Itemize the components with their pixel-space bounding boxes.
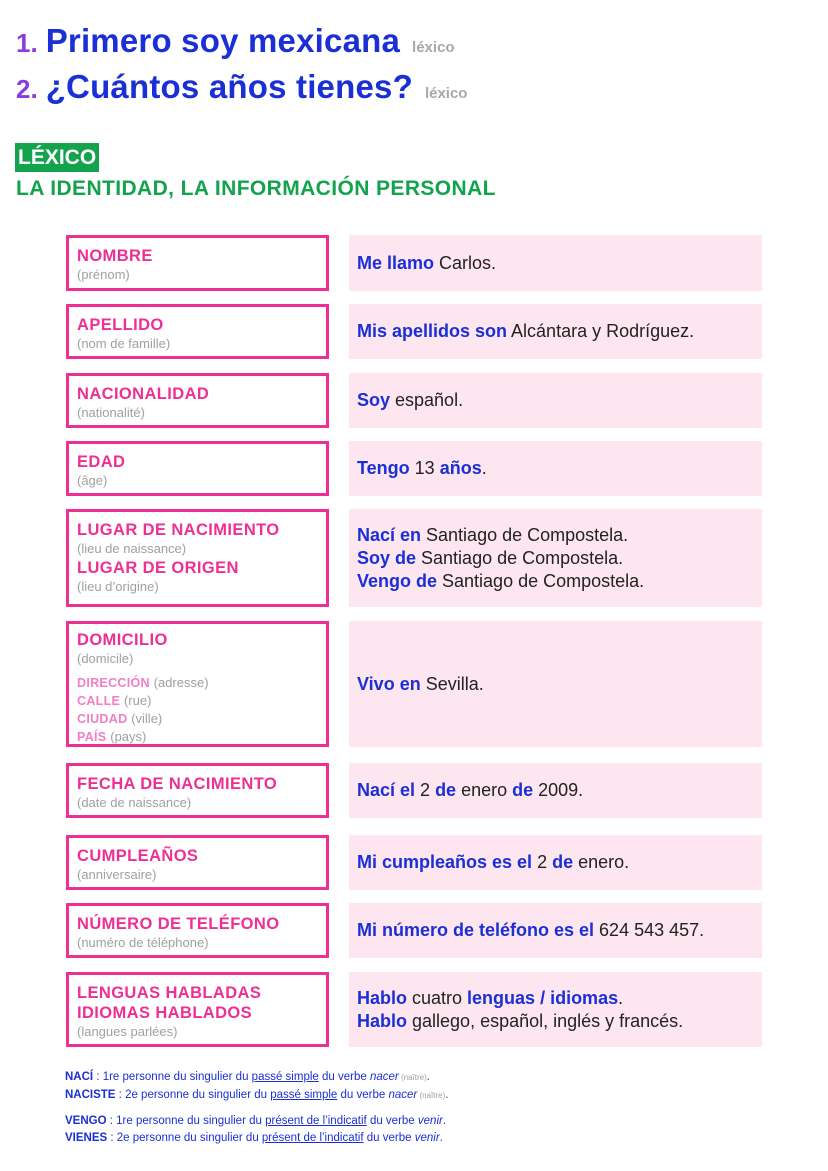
field-label: LENGUAS HABLADAS [77, 984, 262, 1002]
keyword: Mis apellidos son [357, 321, 508, 341]
footnote-tense: présent de l’indicatif [265, 1115, 367, 1127]
footnote-verb: nacer [369, 1071, 399, 1083]
field-translation: (nationalité) [77, 405, 145, 420]
sentence-text: 2 [532, 852, 553, 872]
field-label: LUGAR DE NACIMIENTO [77, 521, 280, 539]
subfield-name: CALLE [77, 694, 121, 708]
sentence-text: 2 [415, 780, 436, 800]
keyword: de [435, 780, 457, 800]
field-label-box [66, 763, 329, 818]
keyword: Hablo [357, 1010, 408, 1031]
field-translation: (date de naissance) [77, 795, 192, 810]
footnote-text: . [445, 1089, 449, 1101]
sentence-text: Santiago de Compostela. [437, 570, 645, 591]
keyword: Nací en [357, 524, 422, 545]
footnote-text: : 2e personne du singulier du [107, 1132, 262, 1144]
footnote-word: VENGO [65, 1115, 107, 1127]
field-label-box [66, 903, 329, 958]
subfield-translation: (rue) [123, 693, 152, 708]
example-sentence [357, 919, 754, 942]
footnote-tense: passé simple [270, 1089, 338, 1101]
sentence-text: 624 543 457. [594, 920, 705, 940]
example-sentence [357, 457, 754, 480]
example-sentence [357, 851, 754, 874]
subfield-label [77, 692, 318, 710]
example-sentence [357, 389, 754, 412]
footnote-word: NACÍ [65, 1071, 94, 1083]
section-subtitle: LA IDENTIDAD, LA INFORMACIÓN PERSONAL [16, 177, 496, 200]
sentence-text: enero. [573, 852, 630, 872]
footnote-text: . [426, 1071, 430, 1083]
field-label-box [66, 509, 329, 607]
subfield-translation: (pays) [110, 729, 147, 744]
footnote-tense: présent de l’indicatif [261, 1132, 364, 1144]
subfield-translation: (adresse) [153, 675, 209, 690]
field-label-box [66, 621, 329, 747]
sentence-text: Sevilla. [420, 673, 484, 694]
example-sentence [357, 320, 754, 343]
footnote-translation: (naître) [417, 1091, 446, 1100]
sentence-text: 13 [409, 458, 440, 478]
field-translation: (domicile) [77, 651, 134, 666]
example-sentence [357, 673, 754, 696]
footnote [65, 1131, 443, 1145]
lexico-badge: LÉXICO [15, 143, 99, 172]
example-sentence-box [349, 835, 762, 890]
keyword: Tengo [357, 458, 410, 478]
example-sentence-box [349, 509, 762, 607]
footnote-verb: venir [417, 1115, 443, 1127]
example-sentence [357, 987, 754, 1010]
field-translation: (langues parlées) [77, 1024, 178, 1039]
example-sentence-box [349, 903, 762, 958]
heading-2-tag: léxico [424, 85, 468, 102]
keyword: Mi cumpleaños es el [357, 852, 533, 872]
field-label: NÚMERO DE TELÉFONO [77, 915, 280, 933]
sentence-text: Carlos. [434, 252, 497, 273]
sentence-text: . [481, 458, 487, 478]
example-sentence [357, 547, 754, 570]
keyword: Nací el [357, 780, 416, 800]
footnote-word: NACISTE [65, 1089, 116, 1101]
example-sentence [357, 570, 754, 593]
footnote-text: du verbe [363, 1132, 415, 1144]
field-label: NOMBRE [77, 247, 153, 265]
field-translation: (lieu de naissance) [77, 541, 187, 556]
field-label-box [66, 373, 329, 428]
sentence-text: gallego, español, inglés y francés. [407, 1010, 684, 1031]
keyword: Mi número de teléfono es el [357, 920, 595, 940]
heading-2-title: ¿Cuántos años tienes? [45, 68, 413, 105]
footnote [65, 1114, 446, 1128]
field-label-box [66, 304, 329, 359]
footnote-verb: venir [414, 1132, 440, 1144]
keyword: Soy de [357, 547, 417, 568]
example-sentence-box [349, 763, 762, 818]
keyword: Soy [357, 390, 391, 410]
keyword: años [439, 458, 482, 478]
field-translation: (lieu d’origine) [77, 579, 159, 594]
footnote [65, 1088, 448, 1103]
heading-2 [16, 68, 467, 106]
example-sentence-box [349, 972, 762, 1047]
field-label: EDAD [77, 453, 126, 471]
field-label: IDIOMAS HABLADOS [77, 1004, 253, 1022]
subfield-label [77, 710, 318, 728]
field-label-box [66, 835, 329, 890]
field-label: CUMPLEAÑOS [77, 847, 199, 865]
keyword: de [512, 780, 534, 800]
footnote-text: du verbe [337, 1089, 389, 1101]
example-sentence [357, 1010, 754, 1033]
footnote-text: : 2e personne du singulier du [115, 1089, 271, 1101]
sentence-text: Santiago de Compostela. [421, 524, 629, 545]
footnote-text: . [439, 1132, 443, 1144]
field-label: NACIONALIDAD [77, 385, 210, 403]
subfield-name: DIRECCIÓN [77, 676, 150, 690]
heading-2-number: 2. [16, 74, 38, 104]
footnote-text: : 1re personne du singulier du [93, 1071, 252, 1083]
field-translation: (anniversaire) [77, 867, 157, 882]
sentence-text: . [618, 987, 624, 1008]
field-label: LUGAR DE ORIGEN [77, 559, 239, 577]
footnote-word: VIENES [65, 1132, 108, 1144]
keyword: Vengo de [357, 570, 438, 591]
heading-1 [16, 22, 455, 60]
keyword: lenguas / idiomas [467, 987, 619, 1008]
keyword: Hablo [357, 987, 408, 1008]
sentence-text: 2009. [533, 780, 584, 800]
field-label-box [66, 235, 329, 291]
footnote-text: . [442, 1115, 447, 1127]
example-sentence-box [349, 441, 762, 496]
example-sentence-box [349, 373, 762, 428]
field-label: DOMICILIO [77, 631, 168, 649]
footnote-text: du verbe [366, 1115, 418, 1127]
field-translation: (nom de famille) [77, 336, 171, 351]
subfield-translation: (ville) [131, 711, 163, 726]
sentence-text: español. [390, 390, 464, 410]
sentence-text: cuatro [407, 987, 468, 1008]
footnote [65, 1070, 430, 1085]
field-translation: (âge) [77, 473, 108, 488]
subfield-label [77, 728, 318, 746]
field-label: FECHA DE NACIMIENTO [77, 775, 278, 793]
subfield-name: CIUDAD [77, 712, 128, 726]
example-sentence [357, 779, 754, 802]
sentence-text: enero [456, 780, 513, 800]
footnote-text: du verbe [318, 1071, 370, 1083]
field-label: APELLIDO [77, 316, 164, 334]
field-translation: (prénom) [77, 267, 130, 282]
field-translation: (numéro de téléphone) [77, 935, 209, 950]
footnote-verb: nacer [388, 1089, 418, 1101]
heading-1-title: Primero soy mexicana [45, 22, 401, 59]
footnote-translation: (naître) [398, 1073, 427, 1082]
heading-1-number: 1. [16, 28, 38, 58]
subfield-name: PAÍS [77, 730, 107, 744]
subfield-label [77, 674, 318, 692]
example-sentence-box [349, 235, 762, 291]
example-sentence-box [349, 621, 762, 747]
sentence-text: Santiago de Compostela. [416, 547, 624, 568]
field-label-box [66, 972, 329, 1047]
heading-1-tag: léxico [412, 39, 455, 56]
example-sentence-box [349, 304, 762, 359]
example-sentence [357, 524, 754, 547]
sentence-text: Alcántara y Rodríguez. [507, 321, 695, 341]
footnote-tense: passé simple [251, 1071, 319, 1083]
example-sentence [357, 252, 754, 275]
keyword: Me llamo [357, 252, 435, 273]
keyword: Vivo en [357, 673, 421, 694]
keyword: de [552, 852, 574, 872]
footnote-text: : 1re personne du singulier du [106, 1115, 266, 1127]
field-label-box [66, 441, 329, 496]
